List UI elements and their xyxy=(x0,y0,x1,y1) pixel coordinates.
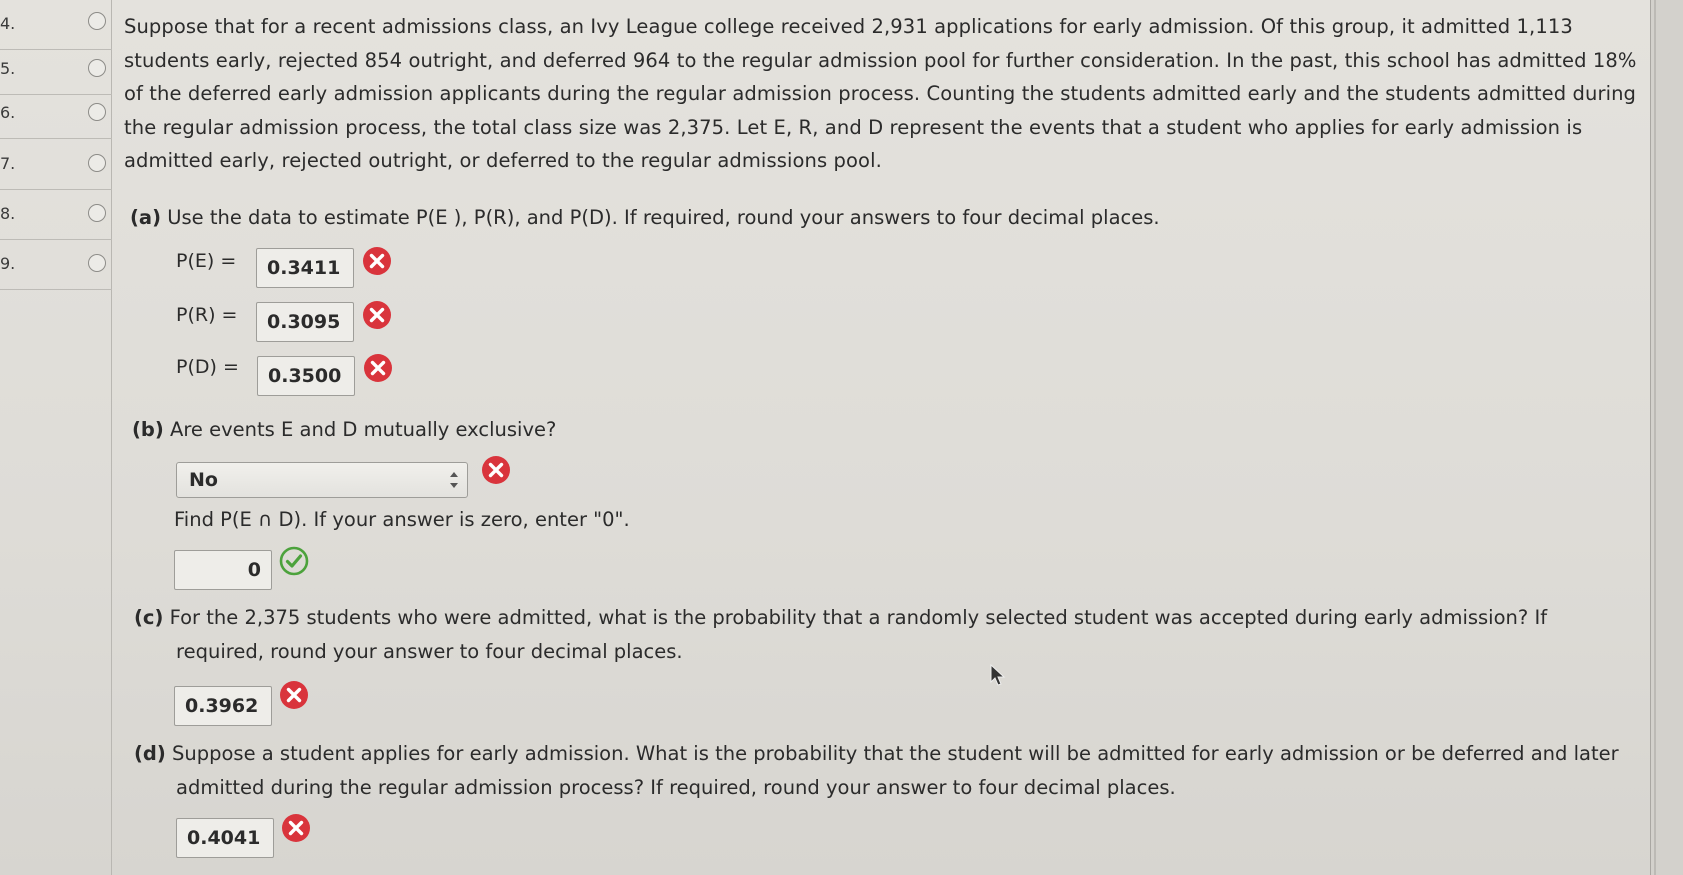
nav-number: 7. xyxy=(0,154,16,173)
nav-item-9[interactable] xyxy=(0,240,112,290)
part-b-label: (b) xyxy=(132,418,164,441)
select-value: No xyxy=(189,469,218,491)
mutually-exclusive-select[interactable] xyxy=(176,462,468,498)
nav-number: 5. xyxy=(0,59,16,78)
status-circle-icon xyxy=(88,103,106,121)
incorrect-x-icon xyxy=(481,455,511,485)
part-a-label: (a) xyxy=(130,206,161,229)
part-b-prompt xyxy=(132,418,556,441)
incorrect-x-icon xyxy=(363,353,393,383)
problem-line: Suppose that for a recent admissions class, an Ivy League college received 2,931 applications for early admission. Of this group, it admitted 1,113 xyxy=(124,15,1573,38)
part-b-text: Are events E and D mutually exclusive? xyxy=(170,418,557,441)
part-c-label: (c) xyxy=(134,606,164,629)
correct-check-icon xyxy=(279,546,309,576)
incorrect-x-icon xyxy=(362,300,392,330)
nav-number: 4. xyxy=(0,14,16,33)
pr-label: P(R) = xyxy=(176,304,238,326)
part-c-prompt xyxy=(134,606,1547,629)
problem-statement xyxy=(124,10,1644,178)
part-d-text-cont: admitted during the regular admission process? If required, round your answer to four decimal places. xyxy=(176,776,1176,799)
mouse-cursor-icon xyxy=(990,664,1006,688)
problem-line: the regular admission process, the total class size was 2,375. Let E, R, and D represent the events that a student who applies for early admission is xyxy=(124,115,1583,139)
part-d-answer-input[interactable]: 0.4041 xyxy=(176,818,274,858)
part-d-text: Suppose a student applies for early admission. What is the probability that the student will be admitted for early admission or be deferred and later xyxy=(172,742,1619,765)
nav-number: 6. xyxy=(0,103,16,122)
pd-label: P(D) = xyxy=(176,356,239,378)
nav-number: 8. xyxy=(0,204,16,223)
nav-item-6[interactable] xyxy=(0,89,112,139)
part-c-text: For the 2,375 students who were admitted, what is the probability that a randomly selected student was accepted during early admission? If xyxy=(169,606,1548,629)
nav-item-4[interactable] xyxy=(0,0,112,50)
problem-line: students early, rejected 854 outright, and deferred 964 to the regular admission pool for further consideration. In the past, this school has admitted 18% xyxy=(124,48,1637,72)
problem-line: of the deferred early admission applicants during the regular admission process. Counting the students admitted early and the students admitted during xyxy=(124,82,1637,105)
part-d-prompt xyxy=(134,742,1619,765)
nav-item-7[interactable] xyxy=(0,140,112,190)
intersection-answer-input[interactable]: 0 xyxy=(174,550,272,590)
pr-answer-input[interactable]: 0.3095 xyxy=(256,302,354,342)
nav-number: 9. xyxy=(0,254,16,273)
select-arrows-icon xyxy=(447,467,461,493)
status-circle-icon xyxy=(88,59,106,77)
right-panel-divider xyxy=(1654,0,1656,875)
nav-item-5[interactable] xyxy=(0,45,112,95)
part-b-find-text: Find P(E ∩ D). If your answer is zero, enter "0". xyxy=(174,508,630,531)
part-a-text: Use the data to estimate P(E ), P(R), and P(D). If required, round your answers to four decimal places. xyxy=(167,206,1160,229)
part-d-label: (d) xyxy=(134,742,166,765)
incorrect-x-icon xyxy=(281,813,311,843)
incorrect-x-icon xyxy=(362,246,392,276)
status-circle-icon xyxy=(88,154,106,172)
problem-line: admitted early, rejected outright, or deferred to the regular admissions pool. xyxy=(124,149,882,172)
status-circle-icon xyxy=(88,254,106,272)
pd-answer-input[interactable]: 0.3500 xyxy=(257,356,355,396)
part-a-prompt xyxy=(130,206,1160,229)
pe-answer-input[interactable]: 0.3411 xyxy=(256,248,354,288)
nav-item-8[interactable] xyxy=(0,190,112,240)
status-circle-icon xyxy=(88,204,106,222)
status-circle-icon xyxy=(88,12,106,30)
question-navigator xyxy=(0,0,112,875)
part-c-text-cont: required, round your answer to four decimal places. xyxy=(176,640,683,663)
part-c-answer-input[interactable]: 0.3962 xyxy=(174,686,272,726)
pe-label: P(E) = xyxy=(176,250,237,272)
incorrect-x-icon xyxy=(279,680,309,710)
